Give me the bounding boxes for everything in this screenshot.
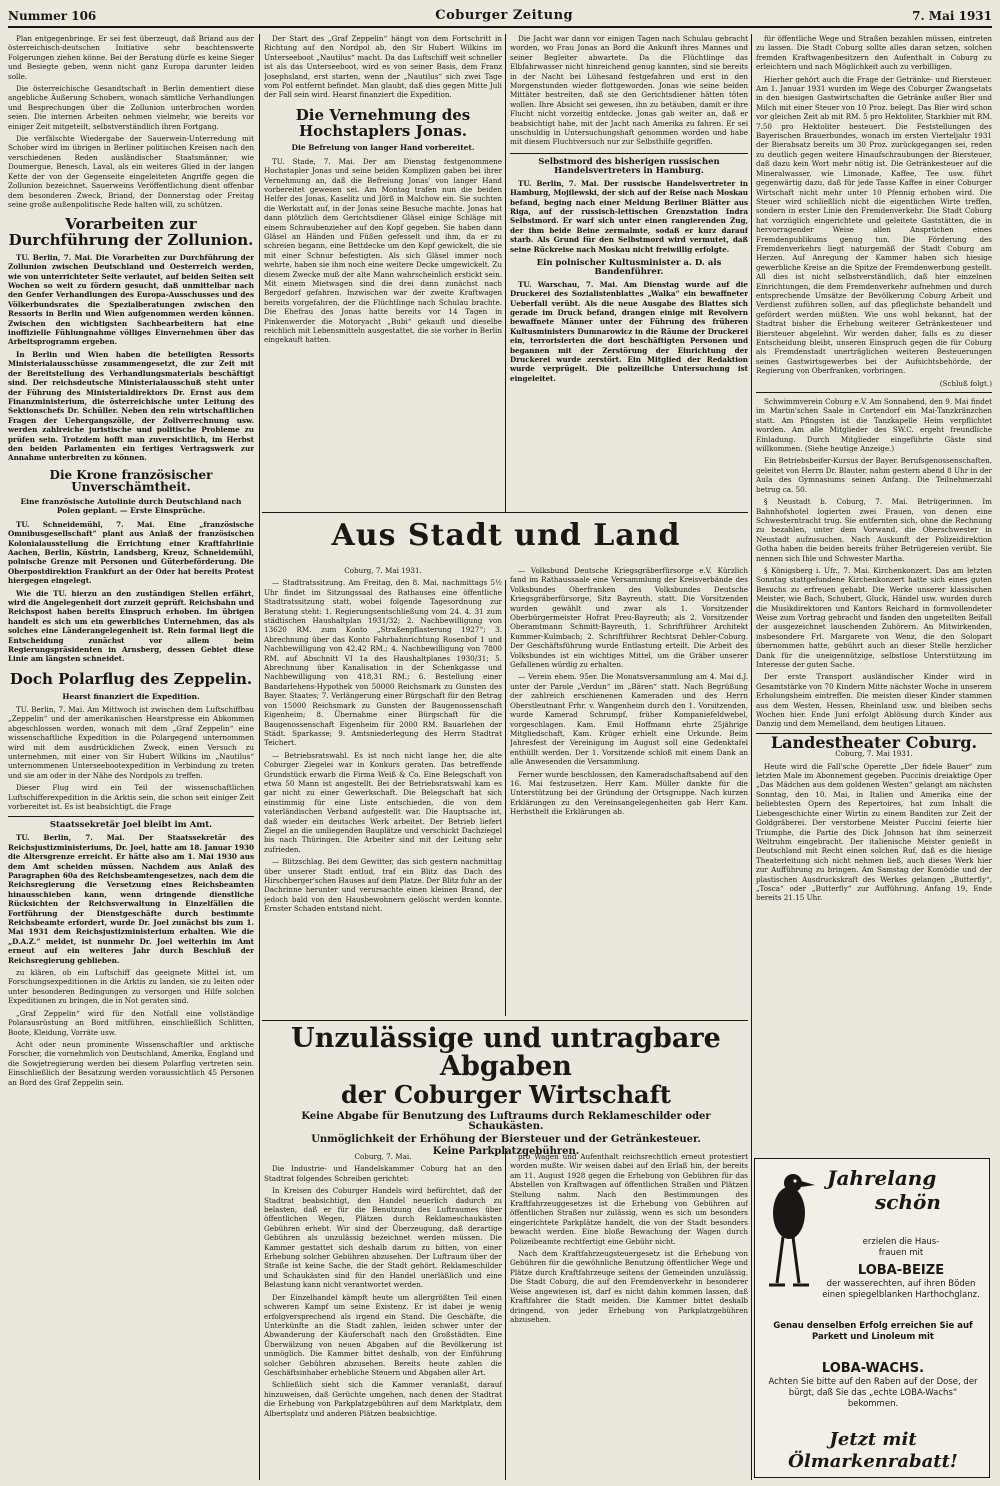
headline-landestheater: Landestheater Coburg. [770,732,978,752]
paragraph: Ein Betriebsbeifer-Kursus der Bayer. Berufsgenossenschaften, geleitet von Herrn Dr. Blauter, nahm gestern abend 8 Uhr in der Aula des Gymnasiums seinen Anfang. Die Teilnehmerzahl betrug ca. 50. [756,456,992,494]
column-rule [505,1148,506,1480]
subheadline: Keine Parkplatzgebühren. [432,1146,580,1158]
paragraph: In Berlin und Wien haben die beteiligten Ressorts Ministerialausschüsse zusammengesetzt, die zur Zeit mit der Bereitstellung des Verhandlungsmaterials beschäftigt sind. Der reichsdeutsche Ministerialausschuß steht unter der Führung des Ministerialdirektors Dr. Ernst aus dem Finanzministerium, die österreichische unter Leitung des Sektionschefs Dr. Schüller. Neben den rein wirtschaftlichen Fragen der Uebergangszölle, der Zollverrechnung usw. werden zahlreiche juristische und politische Probleme zu prüfen sein. Trotzdem hofft man zuversichtlich, im Herbst den beiden Parlamenten ein fertiges Vertragswerk zur Annahme unterbreiten zu können. [8,349,254,463]
paragraph: Wie die TU. hierzu an den zuständigen Stellen erfährt, wird die Angelegenheit dort zurzeit geprüft. Reichsbahn und Reichspost haben bereits Einspruch erhoben. Im übrigen handelt es sich um ein gewerbliches Unternehmen, das als solches eine Länderangelegenheit ist. Rein formal liegt die Entscheidung zunächst vor allem beim Regierungspräsidenten in Arnsberg, dessen Gebiet diese Linie am längsten schneidet. [8,588,254,664]
subheadline: Keine Abgabe für Benutzung des Luftraums durch Reklameschilder oder Schaukästen. [301,1110,711,1133]
section-rule [262,512,748,513]
headline-jonas: Die Vernehmung des Hochstaplers Jonas. [295,105,471,140]
paragraph: „Graf Zeppelin“ wird für den Notfall eine vollständige Polarausrüstung an Bord mitführen, einschließlich Schlitten, Boote, Kleidung, Vorräte usw. [8,1008,254,1037]
headline-line: Unzulässige und untragbare Abgaben [291,1023,721,1083]
column-rule [751,34,752,1480]
column-rule [259,34,260,1480]
paragraph: TU. Berlin, 7. Mai. Der Staatssekretär des Reichsjustizministeriums, Dr. Joel, hatte am 18. Januar 1930 die Altersgrenze erreicht. Er hätte also am 1. Mai 1930 aus dem Amt scheiden müssen. Nachdem aus Anlaß des Paragraphen 60a des Reichsbeamtengesetzes, nach dem die Reichsregierung die Versetzung eines Reichsbeamten hinausschieben kann, wenn dringende dienstliche Rücksichten der Reichsverwaltung in Einzelfällen die Fortführung der Dienstgeschäfte durch bestimmte Reichsbeamte erfordert, wurde Dr. Joel zunächst bis zum 1. Mai 1931 dem Reichsjustizministerium erhalten. Wie die „D.A.Z.“ meldet, ist nunmehr Dr. Joel weiterhin im Amt erneut auf ein weiteres Jahr durch Beschluß der Reichsregierung geblieben. [8,833,254,965]
paragraph: Schließlich sieht sich die Kammer veranlaßt, darauf hinzuweisen, daß Gerüchte umgehen, nach denen der Stadtrat die Erhebung von Parkplatzgebühren auf dem Marktplatz, dem Albertsplatz und anderen Plätzen beabsichtige. [264,1380,502,1418]
paragraph: Plan entgegenbringe. Er sei fest überzeugt, daß Briand aus der österreichisch-deutschen Initiative sehr beachtenswerte Folgerungen ziehen könne. Bei der Beratung dürfe es keine Sieger und Besiegte geben, wenn nicht ganz Europa darunter leiden solle. [8,34,254,81]
ad-script: schön [875,1190,941,1214]
issue-number: Nummer 106 [8,9,97,23]
headline-line: der Coburger Wirtschaft [341,1079,671,1109]
paragraph: — Volksbund Deutsche Kriegsgräberfürsorge e.V. Kürzlich fand im Rathaussaale eine Versammlung der Kreisverbände des Volksbundes Oberfranken des Volksbundes Deutsche Kriegsgräberfürsorge, Sitz Bayreuth, statt. Die Vorsitzenden wurden gewählt und zwar als 1. Vorsitzender Oberbürgermeister Hofrat Preu-Bayreuth; als 2. Vorsitzender Oberamtmann Schmitt-Bayreuth, 1. Schriftführer Architekt Kummer-Kulmbach; 2. Schriftführer Rechtsrat Dehler-Coburg. Der Geschäftsführung wurde Entlastung erteilt. Die Arbeit des Volksbundes ist ein wichtiges Mittel, um die Gräber unserer Gefallenen würdig zu erhalten. [510,566,748,670]
section-rule [262,1020,748,1021]
paragraph: pro Wagen und Aufenthalt reichsrechtlich erneut protestiert worden mußte. Wir weisen dabei auf den Erlaß hin, der bereits am 11. August 1928 gegen die Erhebung von Gebühren für das Abstellen von Kraftwagen auf öffentlichen Straßen und Plätzen Stellung nahm. Nach den Bestimmungen des Kraftfahrzeuggesetzes ist die Erhebung von Gebühren auf öffentlichen Straßen nur zulässig, wenn es sich um besonders eingerichtete Parkplätze handelt, die von der Stadt besonders bewacht werden. Eine bloße Bewachung der Wagen durch Polizeibeamte rechtfertigt eine Gebühr nicht. [510,1152,748,1246]
ad-brand: LOBA-BEIZE [857,1263,945,1278]
masthead [8,4,992,28]
headline-joel: Staatssekretär Joel bleibt im Amt. [8,816,254,830]
section-title-stadt-und-land: Aus Stadt und Land [331,518,681,553]
paragraph: — Betriebsratswahl. Es ist noch nicht lange her, die alte Coburger Ziegelei war in Konkurs geraten. Das betreffende Grundstück erwarb die Firma Weiß & Co. Eine Belegschaft von etwa 50 Mann ist angestellt. Bei der Betriebsratswahl kam es gar nicht zu einer Gewerkschaft. Die Belegschaft hat sich einstimmig für eine Liste entschieden, die von dem vaterländischen Verband aufgestellt war. Die Hauptsache ist, daß wieder ein deutsches Werk arbeitet. Der Betrieb liefert Ziegel an die umliegenden Bauplätze und verschickt Dachziegel bis nach Thüringen. Die Arbeiter sind mit der Leitung sehr zufrieden. [264,750,502,854]
stadtland-column-left [264,566,502,1016]
ad-text: Genau denselben Erfolg erreichen Sie auf Parkett und Linoleum mit [773,1321,973,1342]
ad-script: Jetzt mit Ölmarkenrabatt! [788,1429,958,1472]
headline-krone: Die Krone französischer Unverschämtheit. [49,467,213,495]
advertisement-loba [754,1158,990,1478]
paragraph: Acht oder neun prominente Wissenschaftler und arktische Forscher, die vornehmlich von Deutschland, Amerika, England und die Sowjetregierung werden bei diesem Polarflug vertreten sein. Einschließlich der Besatzung werden voraussichtlich 45 Personen an Bord des Graf Zeppelin sein. [8,1039,254,1087]
paragraph: Die österreichische Gesandtschaft in Berlin dementiert diese angebliche Äußerung Schobers, wonach sämtliche Verhandlungen und Besprechungen über die Zollunion unterbrochen worden seien. Die internen Arbeiten nehmen vielmehr, wie bereits vor einiger Zeit mitgeteilt, selbstverständlich ihren Fortgang. [8,84,254,131]
headline-kultusminister: Ein polnischer Kultusminister a. D. als Bandenführer. [536,257,722,277]
paragraph: zu klären, ob ein Luftschiff das geeignete Mittel ist, um Forschungsexpeditionen in die Arktis zu landen, sie zu leiten oder unter besonderen Bedingungen zu versorgen und Hilfe solchen Expeditionen zu bringen, die in Not geraten sind. [8,968,254,1006]
headline-abgaben [264,1025,748,1158]
column-4 [756,34,992,1152]
paragraph: für öffentliche Wege und Straßen bezahlen müssen, eintreten zu lassen. Die Stadt Coburg sollte alles daran setzen, solchen fremden Kraftwagenbesitzern den Aufenthalt in Coburg zu erleichtern und nach Möglichkeit auch zu verbilligen. [756,34,992,72]
paragraph: TU. Schneidemühl, 7. Mai. Eine „französische Omnibusgesellschaft“ plant aus Anlaß der französischen Kolonialausstellung die Errichtung einer Kraftfahrlinie Aachen, Berlin, Küstrin, Landsberg, Kreuz, Schneidemühl, polnische Grenze mit Personen und Güterbeförderung. Die Oberpostdirektion Frankfurt an der Oder hat bereits Protest hiergegen eingelegt. [8,519,254,586]
headline-zollunion: Vorarbeiten zur Durchführung der Zollunion. [8,215,254,250]
subheadline: Die Befreiung von langer Hand vorbereitet. [291,143,475,153]
paragraph: Die Jacht war dann vor einigen Tagen nach Schulau gebracht worden, wo Frau Jonas an Bord die Ankunft ihres Mannes und seiner Begleiter abwartete. Da die Flüchtlinge das Elbfahrwasser nicht hinreichend genug kannten, sind sie bereits in der Nacht bei Lühesand festgefahren und erst in den Morgenstunden wieder flottgeworden. Jonas wie seine beiden Mittäter bestreiten, daß sie den Gerichtsdiener hätten töten wollen. Ihre Absicht sei gewesen, ihn zu betäuben, damit er ihre Flucht nicht vorzeitig entdecke. Jonas gab weiter an, daß er beabsichtigt habe, mit der Jacht nach Amerika zu fahren. Er sei unschuldig in Untersuchungshaft genommen worden und habe mit diesem Fluchtversuch nur zur Selbsthilfe gegriffen. [510,34,748,147]
paragraph: — Stadtratssitzung. Am Freitag, den 8. Mai, nachmittags 5½ Uhr findet im Sitzungssaal des Rathauses eine öffentliche Stadtratssitzung statt, wobei folgende Tagesordnung zur Beratung steht: 1. Regierungsentschließung vom 24. 4. 31 zum städtischen Haushaltplan 1931/32; 2. Nachbewilligung von 13620 RM. zum Konto „Straßenpflasterung 1927“; 3. Abrechnung über das Konto Fahrbahnrichtung Rosenbof 1 und Nachbewilligung von 42,42 RM.; 4. Nachbewilligung von 7800 RM. auf Abschnitt VI 1a des Haushaltplanes 1930/31; 5. Abrechnung über Kanalisation in der Schenkgasse und Nachbewilligung von 418,31 RM.; 6. Bestellung einer Bandarlehens-Hypothek von 50000 Reichsmark zu Gunsten des Bayer. Staates; 7. Verlängerung einer Bürgschaft für den Betrag von 15000 Reichsmark zu Gunsten der Baugenossenschaft Eigenheim; 8. Übernahme einer Bürgschaft für die Baugenossenschaft Eigenheim für 2000 RM. Bauarlehen der Städt. Sparkasse; 9. Amtsniederlegung des Herrn Stadtrat Teichert. [264,578,502,748]
paragraph: TU. Berlin, 7. Mai. Der russische Handelsvertreter in Hamburg, Mojilewski, der sich auf der Reise nach Moskau befand, beging nach einer Meldung Berliner Blätter aus Riga, auf der russisch-lettischen Grenzstation Indra Selbstmord. Er warf sich unter einen rangierenden Zug, der ihm beide Beine zermalmte, sodaß er kurz darauf starb. Als Grund für den Selbstmord wird vermutet, daß seine Rückreise nach Moskau nicht freiwillig erfolgte. [510,178,748,254]
headline-selbstmord: Selbstmord des bisherigen russischen Handelsvertreters in Hamburg. [510,153,748,176]
paragraph: Der Einzelhandel kämpft heute um allergrößten Teil einen schweren Kampf um seine Existenz. Er ist dabei je wenig erfolgversprechend als irgend ein Stand. Die Geschäfte, die Unterkünfte an die Stadt zahlen, leiden schwer unter der Abwanderung der Käuferschaft nach den Großstädten. Eine Überwälzung von neuen Abgaben auf die Bevölkerung ist unmöglich. Die Kammer bittet deshalb, von der Einführung solcher Gebühren abzusehen. Bereits heute zahlen die Geschäftsinhaber erhebliche Steuern und Abgaben aller Art. [264,1292,502,1377]
paragraph: Die Industrie- und Handelskammer Coburg hat an den Stadtrat folgendes Schreiben gerichtet: [264,1164,502,1183]
divider [756,392,992,393]
paragraph: TU. Warschau, 7. Mai. Am Dienstag wurde auf die Druckerei des Sozialistenblattes „Walka“ ein bewaffneter Ueberfall verübt. Als die neue Ausgabe des Blattes sich gerade im Druck befand, drangen einige mit Revolvern bewaffnete Männer unter der Führung des früheren Kultusministers Dumnarowicz in die Räume der Druckerei ein, terrorisierten die dort beschäftigten Personen und begannen mit der Zerstörung der Einrichtung der Druckerei wurde zerstört. Ein Mitglied der Redaktion wurde verprügelt. Die polizeiliche Untersuchung ist eingeleitet. [510,279,748,383]
stadtland-column-right [510,566,748,1016]
ad-text: Achten Sie bitte auf den Raben auf der Dose, der bürgt, daß Sie das „echte LOBA-Wachs“ bekommen. [768,1377,978,1409]
paragraph: Heute wird die Fall'sche Operette „Der fidele Bauer“ zum letzten Male im Abonnement gegeben. Puccinis dreiaktige Oper „Das Mädchen aus dem goldenen Westen“ gelangt am nächsten Sonntag, den 10. Mai, in Italien und Amerika eine der beliebtesten Opern des Repertoires, hat zum Inhalt die Liebesgeschichte einer Wirtin zu einem Banditen zur Zeit der Goldgräberei. Der verstorbene Meister Puccini feierte hier Triumphe, die Partie des Dick Johnson hat ihm seinerzeit Weltruhm eingebracht. Der italienische Meister genießt in Deutschland mit Recht einen solchen Ruf, daß es die hiesige Theaterleitung sich nicht nehmen ließ, auch dieses Werk hier zur Aufführung zu bringen. Am Samstag der Komödie und der plastischen Ausdruckskraft des Werkes gelangen „Butterfly“, „Tosca“ oder „Butterfly“ zur Aufführung. Anfang 19, Ende bereits 21.15 Uhr. [756,761,992,903]
subheadline: Eine französische Autolinie durch Deutschland nach Polen geplant. — Erste Einsprüche. [20,496,242,516]
dateline: Coburg, 7. Mai. [354,1152,412,1161]
ad-script: Jahrelang [827,1166,937,1190]
paragraph: Schwimmverein Coburg e.V. Am Sonnabend, den 9. Mai findet im Martin'schen Saale in Cortendorf ein Mai-Tanzkränzchen statt. Am Pfingsten ist die Tanzkapelle Heim verpflichtet worden. Am alle Mitglieder des SW.C. ergeht freundliche Einladung. Durch Mitglieder eingeführte Gäste sind willkommen. (Siehe heutige Anzeige.) [756,397,992,454]
paragraph: — Blitzschlag. Bei dem Gewitter, das sich gestern nachmittag über unserer Stadt entlud, traf ein Blitz das Dach des Hirschberger'schen Hauses auf dem Platze. Der Blitz fuhr an der Dachrinne herunter und verursachte einen kleinen Brand, der jedoch bald von den Hausbewohnern gelöscht werden konnte. Ernster Schaden entstand nicht. [264,857,502,914]
paragraph: TU. Berlin, 7. Mai. Am Mittwoch ist zwischen dem Luftschiffbau „Zeppelin“ und der amerikanischen Hearstpresse ein Abkommen abgeschlossen worden, wonach mit dem „Graf Zeppelin“ eine wissenschaftliche Expedition in die Polargegend unternommen wird mit dem ausdrücklichen Zweck, einen Versuch zu unternehmen, mit einer von Sir Hubert Wilkins im „Nautilus“ unternommenen Unterseebootexpedition in Verbindung zu treten und sie am oder in der Nähe des Nordpols zu treffen. [8,705,254,780]
paper-title: Coburger Zeitung [435,8,574,23]
dateline: Coburg, 7. Mai 1931. [835,749,913,759]
abgaben-column-right [510,1152,748,1480]
column-rule [505,580,506,1016]
dateline: Coburg, 7. Mai 1931. [344,566,422,575]
issue-date: 7. Mai 1931 [912,9,992,23]
column-3 [510,34,748,510]
paragraph: Nach dem Kraftfahrzeugsteuergesetz ist die Erhebung von Gebühren für die gewöhnliche Benutzung öffentlicher Wege und Plätze durch Kraftfahrzeuge seitens der Gemeinden unzulässig. Die Stadt Coburg, die auf den Fremdenverkehr in besonderer Weise angewiesen ist, darf es nicht dahin kommen lassen, daß Kraftfahrer die Stadt meiden. Die Kammer bittet deshalb dringend, von jeder Erhebung von Parkplatzgebühren abzusehen. [510,1249,748,1324]
paragraph: § Königsberg i. Ufr., 7. Mai. Kirchenkonzert. Das am letzten Sonntag stattgefundene Kirchenkonzert hatte sich eines guten Besuchs zu erfreuen gehabt. Die Werke unserer klassischen Meister, wie Bach, Schubert, Gluck, Händel usw. wurden durch die Musikdirektoren und Kantors Reichard in formvollendeter Weise zum Vortrag gebracht und fanden den ungeteilten Beifall der ausgezeichnet lauschenden Zuhörern. An Mitwirkenden, insbesondere Frl. Margarete von Wenz, die den Solopart übernommen hatte, gebührt auch an dieser Stelle herzlicher Dank für die uneigennützige, selbstlose Unterstützung im Interesse der guten Sache. [756,565,992,669]
subheadline: Hearst finanziert die Expedition. [62,691,200,701]
raven-icon [759,1165,819,1295]
paragraph: Dieser Flug wird ein Teil der wissenschaftlichen Luftschifferexpedition in die Arktis sein, die schon seit einiger Zeit vorbereitet ist. Es ist beabsichtigt, die Frage [8,783,254,812]
paragraph: TU. Stade, 7. Mai. Der am Dienstag festgenommene Hochstapler Jonas und seine beiden Komplizen gaben bei ihrer Vernehmung an, daß die Befreiung Jonas' von langer Hand vorbereitet gewesen sei. Am Montag trafen nun die beiden Helfer des Jonas, Kaselitz und Jörß in Malchow ein. Sie suchten die Werkstatt auf, in der Jonas seine Besuche machte. Jonas hat dann plötzlich dem Gerichtsdiener Gläsel einige Schläge mit einem Schraubenzieher auf den Kopf gegeben. Sie haben dann Gläsel an Händen und Füßen gefesselt und ihm, da er zu schreien begann, eine Bettdecke um den Kopf gewickelt, die sie mit einer Schnur befestigten. Als sich Gläsel immer noch wehrte, haben sie ihm noch eine weitere Decke umgewickelt. Zu diesem Zwecke muß der alte Mann wahrscheinlich erstickt sein. Mit einem Mietwagen sind die drei dann zunächst nach Bergedorf gefahren. Inzwischen war der zweite Kraftwagen bereits vorgefahren, der die Flüchtlinge nach Schulau brachte. Die Ehefrau des Jonas hatte bereits vor 14 Tagen in Pinkenwerder die Motoryacht „Bubi“ gekauft und dieselbe reichlich mit Lebensmitteln ausgestattet, die sie vorher in Berlin eingekauft hatten. [264,156,502,345]
paragraph: Der erste Transport ausländischer Kinder wird in Gesamtstärke von 70 Kindern Mitte nächster Woche in unserem Erholungsheim eintreffen. Die meisten dieser Kinder stammen aus dem Westen, Hessen, Rheinland usw. und bleiben sechs Wochen hier. Ende Juni erfolgt Ablösung durch Kinder aus Danzig und dem Memelland, dem heutigen Litauen. [756,672,992,729]
paragraph: Der Start des „Graf Zeppelin“ hängt von dem Fortschritt in Richtung auf den Nordpol ab, den Sir Hubert Wilkins im Unterseeboot „Nautilus“ macht. Da das Luftschiff weit schneller ist als das Unterseeboot, wird es von seiner Basis, dem Franz Josephsland, erst starten, wenn der „Nautilus“ sich zwei Tage vom Pol entfernt befindet. Man glaubt, daß dies gegen Mitte Juli der Fall sein wird. Hearst finanziert die Expedition. [264,34,502,100]
ad-brand: LOBA-WACHS. [821,1361,925,1376]
paragraph: Hierher gehört auch die Frage der Getränke- und Biersteuer. Am 1. Januar 1931 wurden im Wege des Coburger Zwangsetats in den hiesigen Gastwirtschaften die Getränke außer Bier und Milch mit einer Steuer von 10 Proz. belegt. Das Bier wird schon vor gleichen Zeit ab mit RM. 5 pro Hektoliter, Starkbier mit RM. 7.50 pro Hektoliter besteuert. Die Feststellungen des Bayerischen Brauerbundes, wonach im ersten Vierteljahr 1931 der Bierabsatz bereits um 30 Proz. zurückgegangen sei, reden zu deutlich gegen weitere Hinaufschraubungen der Biersteuer, daß dazu kein Wort mehr nötig ist. Die Getränkesteuer auf die Mineralwasser, wie Limonade, Kaffee, Tee usw. führt gegenwärtig dazu, daß für jede Tasse Kaffee in einer Coburger Wirtschaft nicht mehr unter 10 Pfennig erhoben wird. Die Steuer wird schließlich nicht die eigentlichen Wirte treffen, sondern in erster Linie den Fremdenverkehr. Die Stadt Coburg hat vorzüglich eingerichtete und geleitete Gaststätten, die in hervorragender Weise allen Ansprüchen eines Fremdenpublikums genug tun. Die Förderung des Fremdenverkehrs liegt naturgemäß der Stadt Coburg am Herzen. Auf Anregung der Kammer haben sich hiesige gewerbliche Kreise an die Spitze der Fremdenwerbung gestellt. All dies ist nicht selbstverständlich, daß hier einzelnen Einrichtungen, die dem Fremdenverkehr aufnehmen und durch entsprechende Umsätze der Bevölkerung Coburg Arbeit und Verdienst zuführen sollen, auf das pfleglichste behandelt und gefördert werden müßten. Wie uns wohl bekannt, hat der Stadtrat bisher die Erhebung weiterer Getränkesteuer und Biersteuer abgelehnt. Wir werden daher, falls es zu dieser Entscheidung bleibt, unseren Einspruch gegen die für Coburg als Fremdenstadt unerträglichen weiteren Besteuerungen seines Gastwirtsgewerbes bei der Aufsichtsbehörde, der Regierung von Oberfranken, vorbringen. [756,74,992,376]
ad-text: erzielen die Haus- [862,1237,940,1247]
paragraph: Die verfälschte Wiedergabe der Sauerwein-Unterredung mit Schober wird im übrigen in Berliner politischen Kreisen nach den verschiedenen Reden ausländischer Staatsmänner, wie Doumergue, Benesch, Laval, als ein weiteres Glied in der langen Kette der von der Gegenseite eingeleiteten Angriffe gegen die Zollunion bezeichnet. Sauerweins Veröffentlichung dient offenbar dem besonderen Zweck, Briand, der Donnerstag oder Freitag seine große außenpolitische Rede halten will, zu schützen. [8,134,254,209]
abgaben-column-left [264,1152,502,1480]
headline-polarflug: Doch Polarflug des Zeppelin. [9,669,253,688]
column-rule [505,34,506,512]
paragraph: Ferner wurde beschlossen, den Kameradschaftsabend auf den 16. Mai festzusetzen. Herr Kam. Müller dankte für die Unterstützung bei der Gründung der Ortsgruppe. Nach kurzen Erklärungen zu den Vereinsangelegenheiten gab Herr Kam. Herbsthelt die Erklärungen ab. [510,769,748,817]
column-1 [8,34,254,1480]
subheadline: Unmöglichkeit der Erhöhung der Biersteuer und der Getränkesteuer. [311,1133,701,1145]
ad-text: der wasserechten, auf ihren Böden einen spiegelblanken Harthochglanz. [822,1279,980,1300]
paragraph: — Verein ehem. 95er. Die Monatsversammlung am 4. Mai d.J. unter der Parole „Verdun“ im „Bären“ statt. Nach Begrüßung der zahlreich erschienenen Kameraden und des Herrn Oberstleutnant Frhr. v. Wangenheim durch den 1. Vorsitzenden, wurde Kamerad Schrumpf, früher Kompaniefeldwebel, vorgeschlagen. Kam. Emil Hoffmann ehrte 25jährige Mitgliedschaft, Kam. Krüger erhielt eine Urkunde. Beim Jahresfest der Vereinigung im August soll eine Gedenktafel enthüllt werden. Der 1. Vorsitzende schloß mit einem Dank an alle Anwesenden die Versammlung. [510,672,748,767]
paragraph: In Kreisen des Coburger Handels wird befürchtet, daß der Stadtrat beabsichtigt, den Handel neuerlich dadurch zu belasten, daß er für die Benutzung des Luftraumes über öffentlichen Wegen, Plätzen durch Reklameschaukästen Gebühren erhebt. Wir sind der Überzeugung, daß derartige Gebühren als unzulässig bezeichnet werden müssen. Die Kammer gestattet sich deshalb darum zu bitten, von einer Erhebung solcher Gebühren abzusehen. Der Luftraum über der Straße ist keine Sache, die der Stadt gehört. Reklameschilder und Schaukästen sind für den Handel unerläßlich und eine Belastung kann nicht verantwortet werden. [264,1186,502,1290]
column-2 [264,34,502,510]
continued-note: (Schluß folgt.) [939,378,992,388]
paragraph: § Neustadt b. Coburg, 7. Mai. Betrügerinnen. Im Bahnhofshotel logierten zwei Frauen, von denen eine Schwesterntracht trug. Sie entfernten sich, ohne die Rechnung zu bezahlen, unter dem Vorwand, die Oberschwester in Neustadt aufzusuchen. Nach Auskunft der Polizeidirektion Gotha haben die beiden bereits früher Betrügereien verübt. Sie nennen sich Ihle und Schwester Martha. [756,497,992,563]
paragraph: TU. Berlin, 7. Mai. Die Vorarbeiten zur Durchführung der Zollunion zwischen Deutschland und Oesterreich werden, wie von unterrichteter Seite verlautet, auf beiden Seiten seit Wochen so weit zu fördern gesucht, daß unmittelbar nach den Genfer Verhandlungen des Europa-Ausschusses und des Völkerbundsrates die Spezialberatungen zwischen den Ressorts in Berlin und Wien aufgenommen werden können. Zwischen den wichtigsten Sachbearbeitern hat eine inoffizielle Fühlungnahme völliges Einvernehmen über das Arbeitsprogramm ergeben. [8,252,254,347]
ad-text: frauen mit [878,1248,924,1258]
